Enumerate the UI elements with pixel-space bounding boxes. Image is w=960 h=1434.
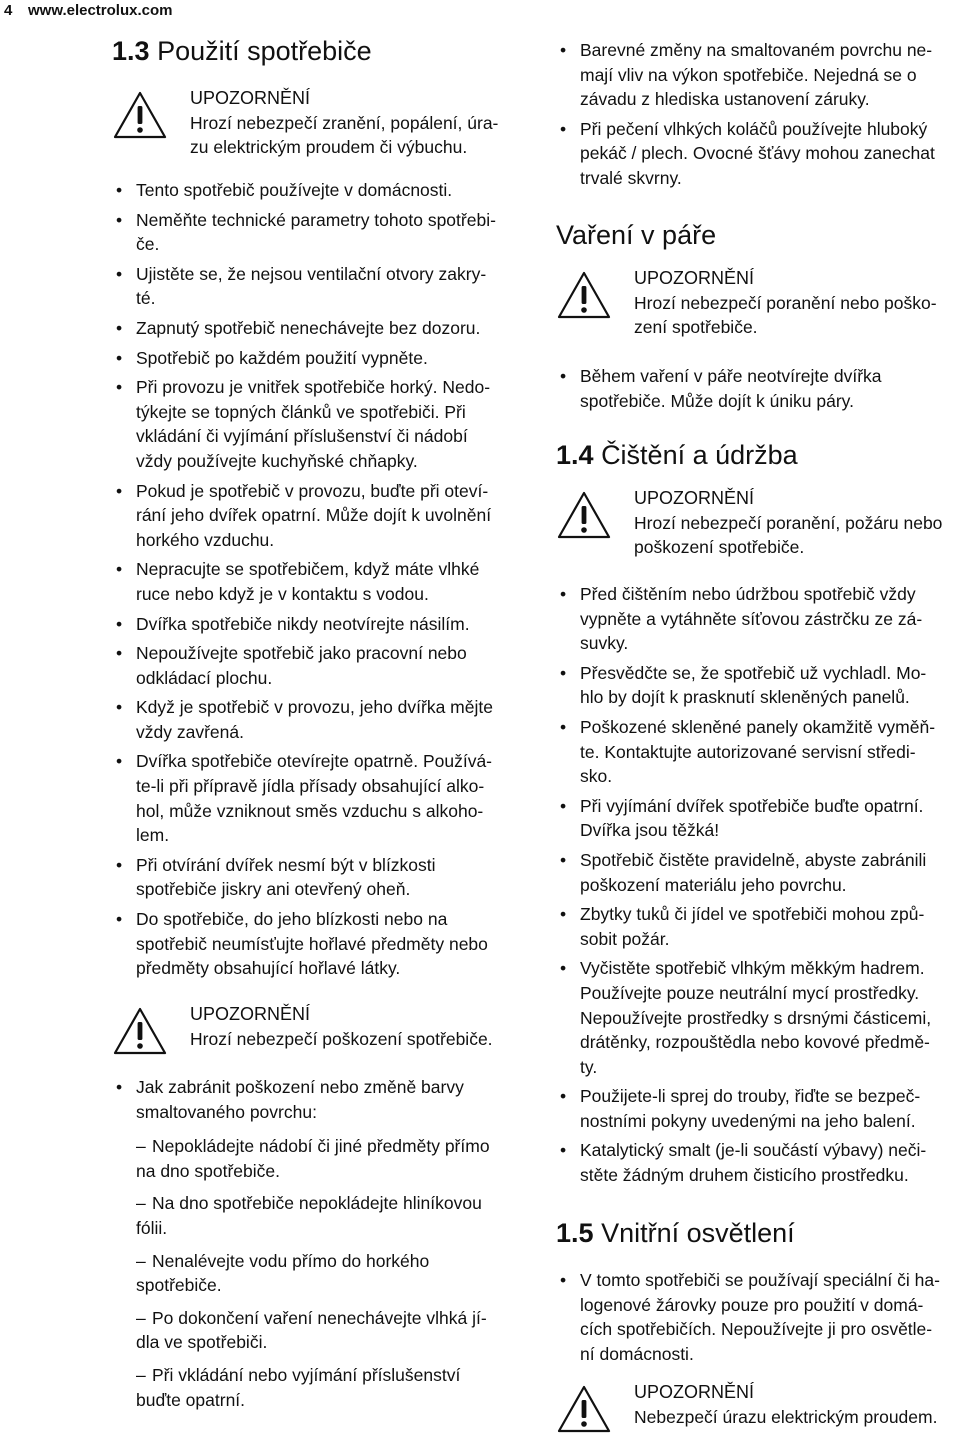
list-item: • Při otvírání dvířek nesmí být v blízkosti spotřebiče jiskry ani otevřený oheň. <box>112 853 522 902</box>
section-1-5-title: 1.5 Vnitřní osvětlení <box>556 1218 795 1248</box>
list-item: • Neměňte technické parametry tohoto spotřebi- če. <box>112 208 522 257</box>
dash-item: – Po dokončení vaření nenechávejte vlhká jí- dla ve spotřebiči. <box>112 1306 522 1355</box>
warning-text: Nebezpečí úrazu elektrickým proudem. <box>634 1406 938 1427</box>
warning-icon <box>556 490 612 540</box>
list-item: • Katalytický smalt (je-li součástí výbavy) neči- stěte žádným druhem čisticího prostředku. <box>556 1138 956 1187</box>
warning-text: Hrozí nebezpečí poranění, požáru nebo <box>634 512 943 533</box>
list-item: • Vyčistěte spotřebič vlhkým měkkým hadrem. Používejte pouze neutrální mycí prostředky. Nepoužívejte prostředky s drsnými částicemi, drátěnky, rozpouštědla nebo kovové předmě- ty. <box>556 956 956 1079</box>
warning-icon <box>112 1006 168 1056</box>
warning-icon <box>112 90 168 140</box>
list-item: • V tomto spotřebiči se používají speciální či ha- logenové žárovky pouze pro použití v domá- cích spotřebičích. Nepoužívejte ji pro osvětle- ní domácnosti. <box>556 1268 956 1366</box>
lighting-list <box>556 1268 956 1371</box>
warning-title: UPOZORNĚNÍ <box>634 488 755 508</box>
list-item: • Zbytky tuků či jídel ve spotřebiči mohou způ- sobit požár. <box>556 902 956 951</box>
section-1-3-title: 1.3 Použití spotřebiče <box>112 36 372 66</box>
list-item: • Dvířka spotřebiče otevírejte opatrně. Používá- te-li při přípravě jídla přísady obsahující alko- hol, může vzniknout směs vzduchu s alkoho- lem. <box>112 749 522 847</box>
list-item: • Tento spotřebič používejte v domácnosti. <box>112 178 522 203</box>
list-item: • Nepracujte se spotřebičem, když máte vlhké ruce nebo když je v kontaktu s vodou. <box>112 557 522 606</box>
steam-list <box>556 364 956 418</box>
list-item: • Během vaření v páře neotvírejte dvířka spotřebiče. Může dojít k úniku páry. <box>556 364 956 413</box>
list-item: • Pokud je spotřebič v provozu, buďte při oteví- rání jeho dvířek opatrní. Může dojít k uvolnění horkého vzduchu. <box>112 479 522 553</box>
list-item: • Nepoužívejte spotřebič jako pracovní nebo odkládací plochu. <box>112 641 522 690</box>
warning-box <box>556 266 956 338</box>
warning-text: zu elektrickým proudem či výbuchu. <box>190 137 468 158</box>
list-item: • Poškozené skleněné panely okamžitě vyměň- te. Kontaktujte autorizované servisní středi- sko. <box>556 715 956 789</box>
list-item: • Při vyjímání dvířek spotřebiče buďte opatrní. Dvířka jsou těžká! <box>556 794 956 843</box>
list-item: • Do spotřebiče, do jeho blízkosti nebo na spotřebič neumísťujte hořlavé předměty nebo předměty obsahující hořlavé látky. <box>112 907 522 981</box>
list-item: • Při provozu je vnitřek spotřebiče horký. Nedo- týkejte se topných článků ve spotřebiči. Při vkládání či vyjímání příslušenství či nádobí vždy používejte kuchyňské chňapky. <box>112 375 522 473</box>
list-item: • Použijete-li sprej do trouby, řiďte se bezpeč- nostními pokyny uvedenými na jeho balení. <box>556 1084 956 1133</box>
list-item: • Při pečení vlhkých koláčů používejte hluboký pekáč / plech. Ovocné šťávy mohou zanechat trvalé skvrny. <box>556 117 956 191</box>
list-item: • Přesvědčte se, že spotřebič už vychladl. Mo- hlo by dojít k prasknutí skleněných panelů. <box>556 661 956 710</box>
list-item: • Spotřebič čistěte pravidelně, abyste zabránili poškození materiálu jeho povrchu. <box>556 848 956 897</box>
enamel-block <box>112 1075 522 1420</box>
warning-text: Hrozí nebezpečí poškození spotřebiče. <box>190 1028 493 1049</box>
list-item: • Dvířka spotřebiče nikdy neotvírejte násilím. <box>112 612 522 637</box>
warning-box <box>556 486 956 558</box>
steam-cooking-title: Vaření v páře <box>556 220 717 250</box>
cleaning-list <box>556 582 956 1193</box>
warning-icon <box>556 270 612 320</box>
dash-item: – Nepokládejte nádobí či jiné předměty přímo na dno spotřebiče. <box>112 1134 522 1183</box>
list-item: • Barevné změny na smaltovaném povrchu ne- mají vliv na výkon spotřebiče. Nejedná se o závadu z hlediska ustanovení záruky. <box>556 38 956 112</box>
warning-title: UPOZORNĚNÍ <box>190 88 311 108</box>
list-item: • Když je spotřebič v provozu, jeho dvířka mějte vždy zavřená. <box>112 695 522 744</box>
site-url: www.electrolux.com <box>28 2 173 19</box>
dash-item: – Při vkládání nebo vyjímání příslušenství buďte opatrní. <box>112 1363 522 1412</box>
list-item: • Spotřebič po každém použití vypněte. <box>112 346 522 371</box>
warning-text: Hrozí nebezpečí zranění, popálení, úra- <box>190 112 499 133</box>
list-item: • Ujistěte se, že nejsou ventilační otvory zakry- té. <box>112 262 522 311</box>
warning-text: poškození spotřebiče. <box>634 537 805 558</box>
warning-title: UPOZORNĚNÍ <box>634 1382 755 1402</box>
dash-item: – Nenalévejte vodu přímo do horkého spotřebiče. <box>112 1249 522 1298</box>
warning-box <box>112 86 522 156</box>
warning-box <box>112 1002 522 1062</box>
section-1-4-title: 1.4 Čištění a údržba <box>556 440 798 470</box>
dash-item: – Na dno spotřebiče nepokládejte hliníkovou fólii. <box>112 1191 522 1240</box>
list-item: • Jak zabránit poškození nebo změně barvy smaltovaného povrchu: <box>112 1075 522 1124</box>
enamel-notes-list <box>556 38 956 196</box>
warning-icon <box>556 1384 612 1434</box>
warning-title: UPOZORNĚNÍ <box>190 1004 311 1024</box>
page-number: 4 <box>4 2 13 19</box>
list-item: • Zapnutý spotřebič nenechávejte bez dozoru. <box>112 316 522 341</box>
safety-list <box>112 178 522 986</box>
list-item: • Před čištěním nebo údržbou spotřebič vždy vypněte a vytáhněte síťovou zástrčku ze zá- suvky. <box>556 582 956 656</box>
page-header <box>4 0 173 24</box>
warning-text: Hrozí nebezpečí poranění nebo poško- <box>634 292 937 313</box>
warning-text: zení spotřebiče. <box>634 317 758 338</box>
enamel-dash-list <box>112 1134 522 1412</box>
warning-title: UPOZORNĚNÍ <box>634 268 755 288</box>
warning-box <box>556 1380 956 1432</box>
